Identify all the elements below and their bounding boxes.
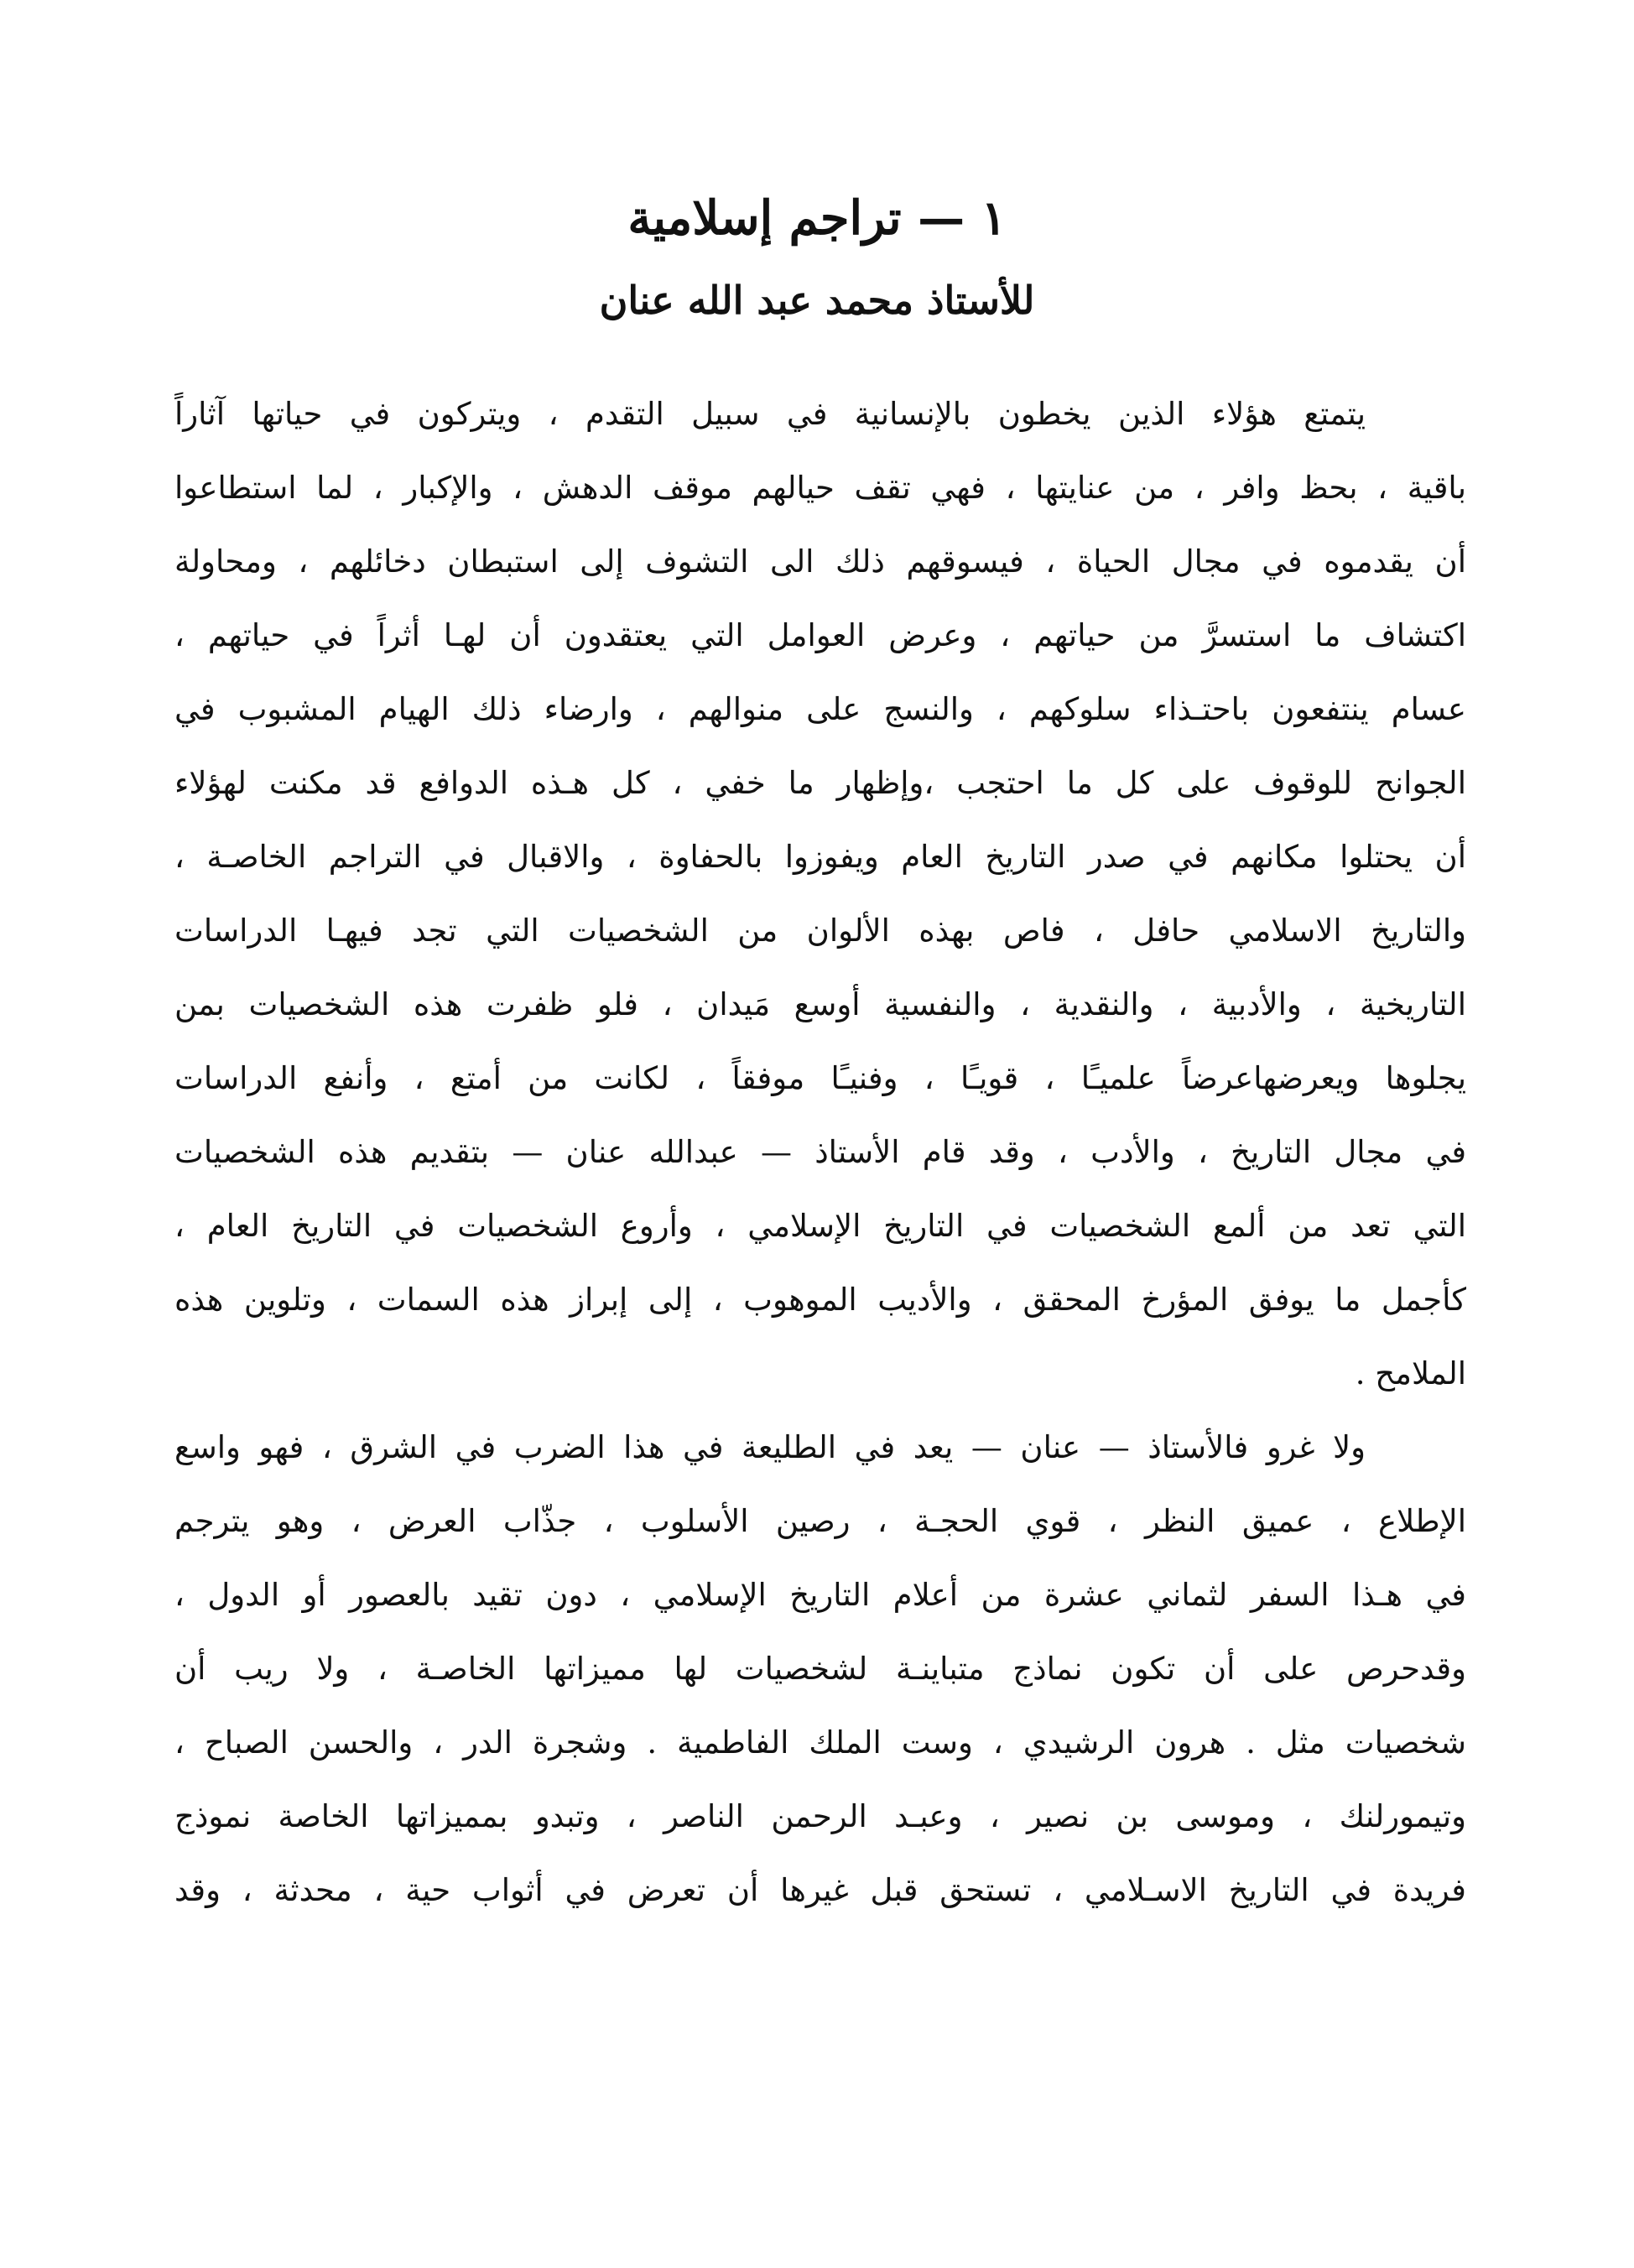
text-line: يتمتع هؤلاء الذين يخطون بالإنسانية في سبيل التقدم ، ويتركون في حياتها آثاراً — [174, 396, 1366, 432]
text-line: التاريخية ، والأدبية ، والنقدية ، والنفسية أوسع مَيدان ، فلو ظفرت هذه الشخصيات بمن — [174, 986, 1466, 1022]
text-line: باقية ، بحظ وافر ، من عنايتها ، فهي تقف حيالهم موقف الدهش ، والإكبار ، لما استطاعوا — [174, 470, 1466, 506]
chapter-title: ١ — تراجم إسلامية — [627, 190, 1007, 246]
text-line: الإطلاع ، عميق النظر ، قوي الحجـة ، رصين الأسلوب ، جذّاب العرض ، وهو يترجم — [174, 1503, 1466, 1539]
text-line: عسام ينتفعون باحتـذاء سلوكهم ، والنسج على منوالهم ، وارضاء ذلك الهيام المشبوب في — [174, 691, 1466, 727]
paragraph-1 — [174, 377, 1466, 1411]
text-line: في هـذا السفر لثماني عشرة من أعلام التاريخ الإسلامي ، دون تقيد بالعصور أو الدول ، — [174, 1577, 1466, 1613]
text-line: ولا غرو فالأستاذ — عنان — يعد في الطليعة في هذا الضرب في الشرق ، فهو واسع — [174, 1429, 1366, 1465]
heading-block — [0, 185, 1634, 334]
text-line: اكتشاف ما استسرَّ من حياتهم ، وعرض العوامل التي يعتقدون أن لهـا أثراً في حياتهم ، — [174, 617, 1466, 653]
text-line: وقدحرص على أن تكون نماذج متباينـة لشخصيات لها مميزاتها الخاصـة ، ولا ريب أن — [174, 1651, 1466, 1687]
text-line: أن يقدموه في مجال الحياة ، فيسوقهم ذلك الى التشوف إلى استبطان دخائلهم ، ومحاولة — [174, 544, 1466, 580]
text-line: والتاريخ الاسلامي حافل ، فاص بهذه الألوان من الشخصيات التي تجد فيهـا الدراسات — [174, 913, 1466, 949]
text-line: يجلوها ويعرضهاعرضاً علميـًا ، قويـًا ، وفنيـًا موفقاً ، لكانت من أمتع ، وأنفع الدراسات — [174, 1060, 1466, 1096]
text-line: الملامح . — [1355, 1355, 1466, 1391]
text-line: الجوانح للوقوف على كل ما احتجب ،وإظهار ما خفي ، كل هـذه الدوافع قد مكنت لهؤلاء — [174, 765, 1466, 801]
body-text — [174, 377, 1466, 1927]
text-line: شخصيات مثل . هرون الرشيدي ، وست الملك الفاطمية . وشجرة الدر ، والحسن الصباح ، — [174, 1724, 1466, 1761]
text-line: أن يحتلوا مكانهم في صدر التاريخ العام ويفوزوا بالحفاوة ، والاقبال في التراجم الخاصـة ، — [174, 839, 1466, 875]
text-line: فريدة في التاريخ الاسـلامي ، تستحق قبل غيرها أن تعرض في أثواب حية ، محدثة ، وقد — [174, 1872, 1466, 1908]
text-line: كأجمل ما يوفق المؤرخ المحقق ، والأديب الموهوب ، إلى إبراز هذه السمات ، وتلوين هذه — [174, 1282, 1466, 1318]
text-line: في مجال التاريخ ، والأدب ، وقد قام الأستاذ — عبدالله عنان — بتقديم هذه الشخصيات — [174, 1134, 1466, 1170]
text-line: وتيمورلنك ، وموسى بن نصير ، وعبـد الرحمن الناصر ، وتبدو بمميزاتها الخاصة نموذج — [174, 1798, 1466, 1834]
text-line: التي تعد من ألمع الشخصيات في التاريخ الإسلامي ، وأروع الشخصيات في التاريخ العام ، — [174, 1208, 1466, 1244]
author-line: للأستاذ محمد عبد الله عنان — [599, 278, 1035, 323]
paragraph-2 — [174, 1411, 1466, 1927]
